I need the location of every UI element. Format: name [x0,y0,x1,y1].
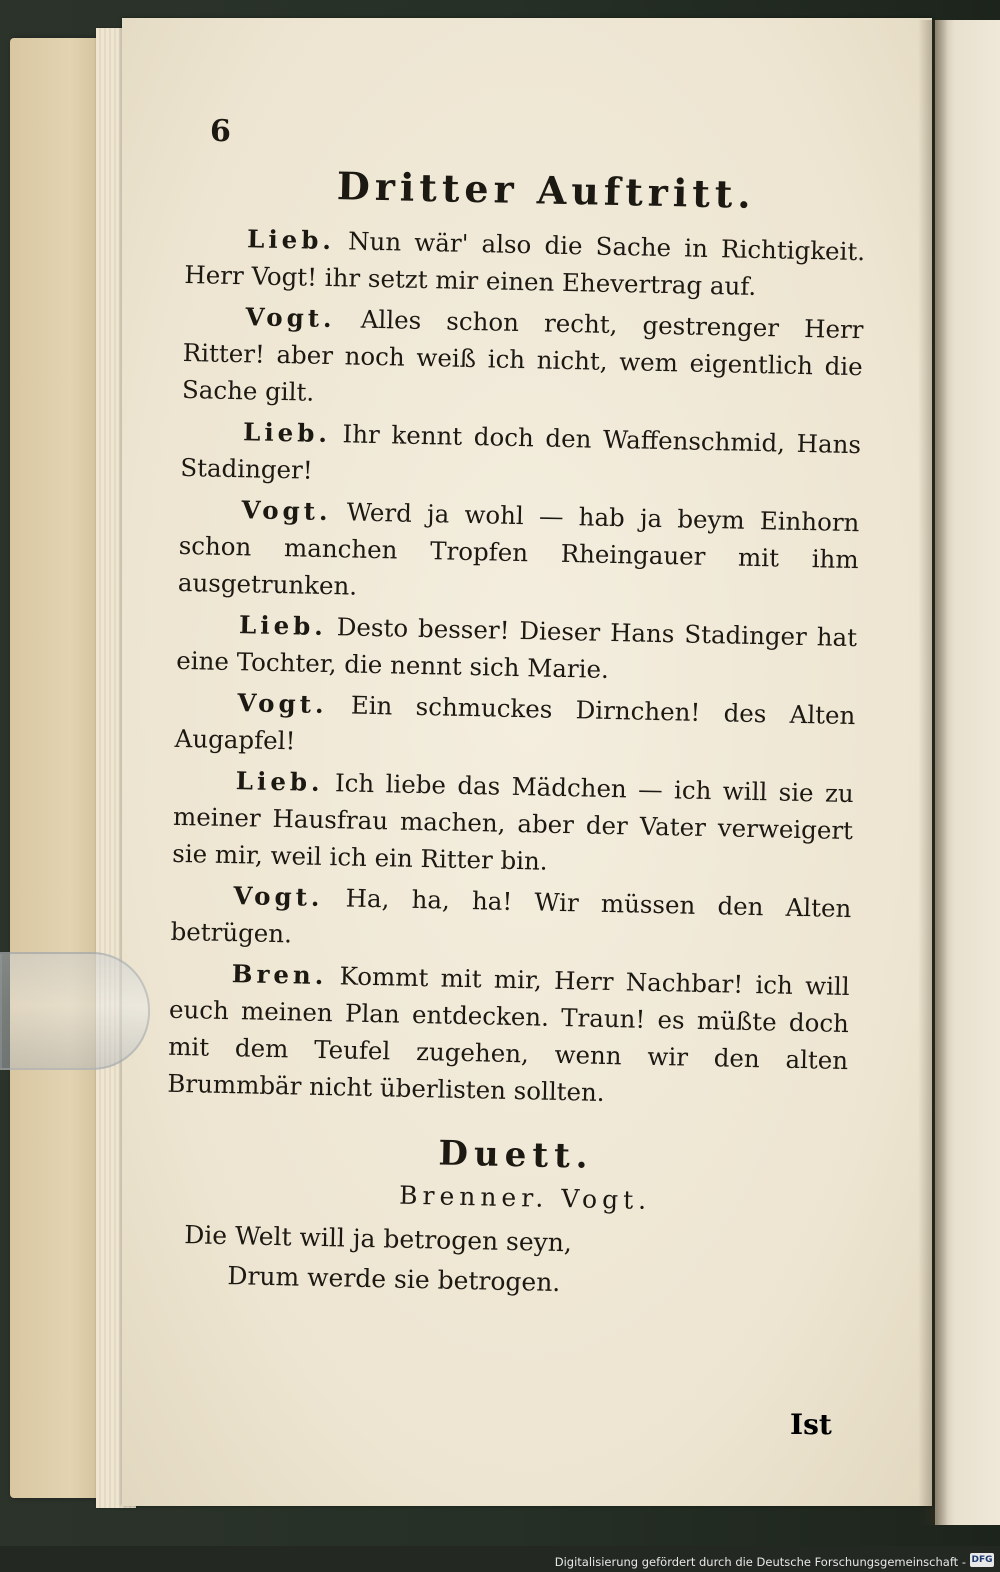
dialogue-line [172,761,854,886]
speaker-name: Vogt. [233,881,324,913]
catchword: Ist [790,1408,832,1441]
speaker-name: Lieb. [235,766,324,797]
page-gutter-shadow [918,20,948,1525]
dialogue-line [184,219,865,307]
verse-line: Drum werde sie betrogen. [227,1261,561,1298]
page-text-block [163,104,868,1309]
dialogue-text: Werd ja wohl — hab ja beym Einhorn schon manchen Tropfen Rheingauer mit ihm ausgetrunken. [177,497,860,601]
book-cover-edge [10,38,110,1498]
dialogue-text: Kommt mit mir, Herr Nachbar! ich will euch meinen Plan entdecken. Traun! es müßte doch mit dem Teufel zugehen, wenn wir den alten Brummbär nicht überlisten sollten. [167,961,850,1107]
dialogue-line [167,954,850,1116]
dialogue-line [176,605,857,693]
dialogue-line [170,876,851,964]
speaker-name: Lieb. [242,417,332,449]
duet-verse [183,1215,845,1309]
dialogue-text: Ihr kennt doch den Waffenschmid, Hans Stadinger! [180,419,862,485]
dialogue-text: Desto besser! Dieser Hans Stadinger hat eine Tochter, die nennt sich Marie. [176,612,858,684]
dfg-logo: DFG [971,1555,993,1565]
speaker-name: Lieb. [238,610,328,642]
duet-singers: Brenner. Vogt. [398,1180,652,1215]
duet-heading: Duett. [438,1133,595,1177]
dialogue-text: Ha, ha, ha! Wir müssen den Alten betrügen. [170,883,852,949]
speaker-name: Vogt. [241,495,332,527]
digitization-credit: Digitalisierung gefördert durch die Deutsche Forschungsgemeinschaft - [554,1555,966,1569]
speaker-name: Bren. [231,959,328,991]
verse-line: Die Welt will ja betrogen seyn, [184,1220,573,1258]
dialogue-text: Nun wär' also die Sache in Richtigkeit. Herr Vogt! ihr setzt mir einen Ehevertrag auf. [184,226,866,301]
dialogue-text: Ein schmuckes Dirnchen! des Alten Augapfel! [174,690,856,756]
book-page [122,18,932,1506]
dialogue-text: Alles schon recht, gestrenger Herr Ritter! aber noch weiß ich nicht, wem eigentlich die Sache gilt. [181,304,864,407]
dialogue-text: Ich liebe das Mädchen — ich will sie zu meiner Hausfrau machen, aber der Vater verweigert sie mir, weil ich ein Ritter bin. [172,768,855,876]
page-number: 6 [210,114,231,149]
dialogue-line [178,490,860,615]
page-holder-clip [0,952,150,1070]
dialogue-line [182,297,864,422]
speaker-name: Vogt. [237,688,328,720]
speaker-name: Lieb. [246,224,336,256]
scene-heading: Dritter Auftritt. [336,163,757,217]
dialogue-line [174,683,855,771]
dialogue-line [180,412,861,500]
speaker-name: Vogt. [245,302,336,334]
